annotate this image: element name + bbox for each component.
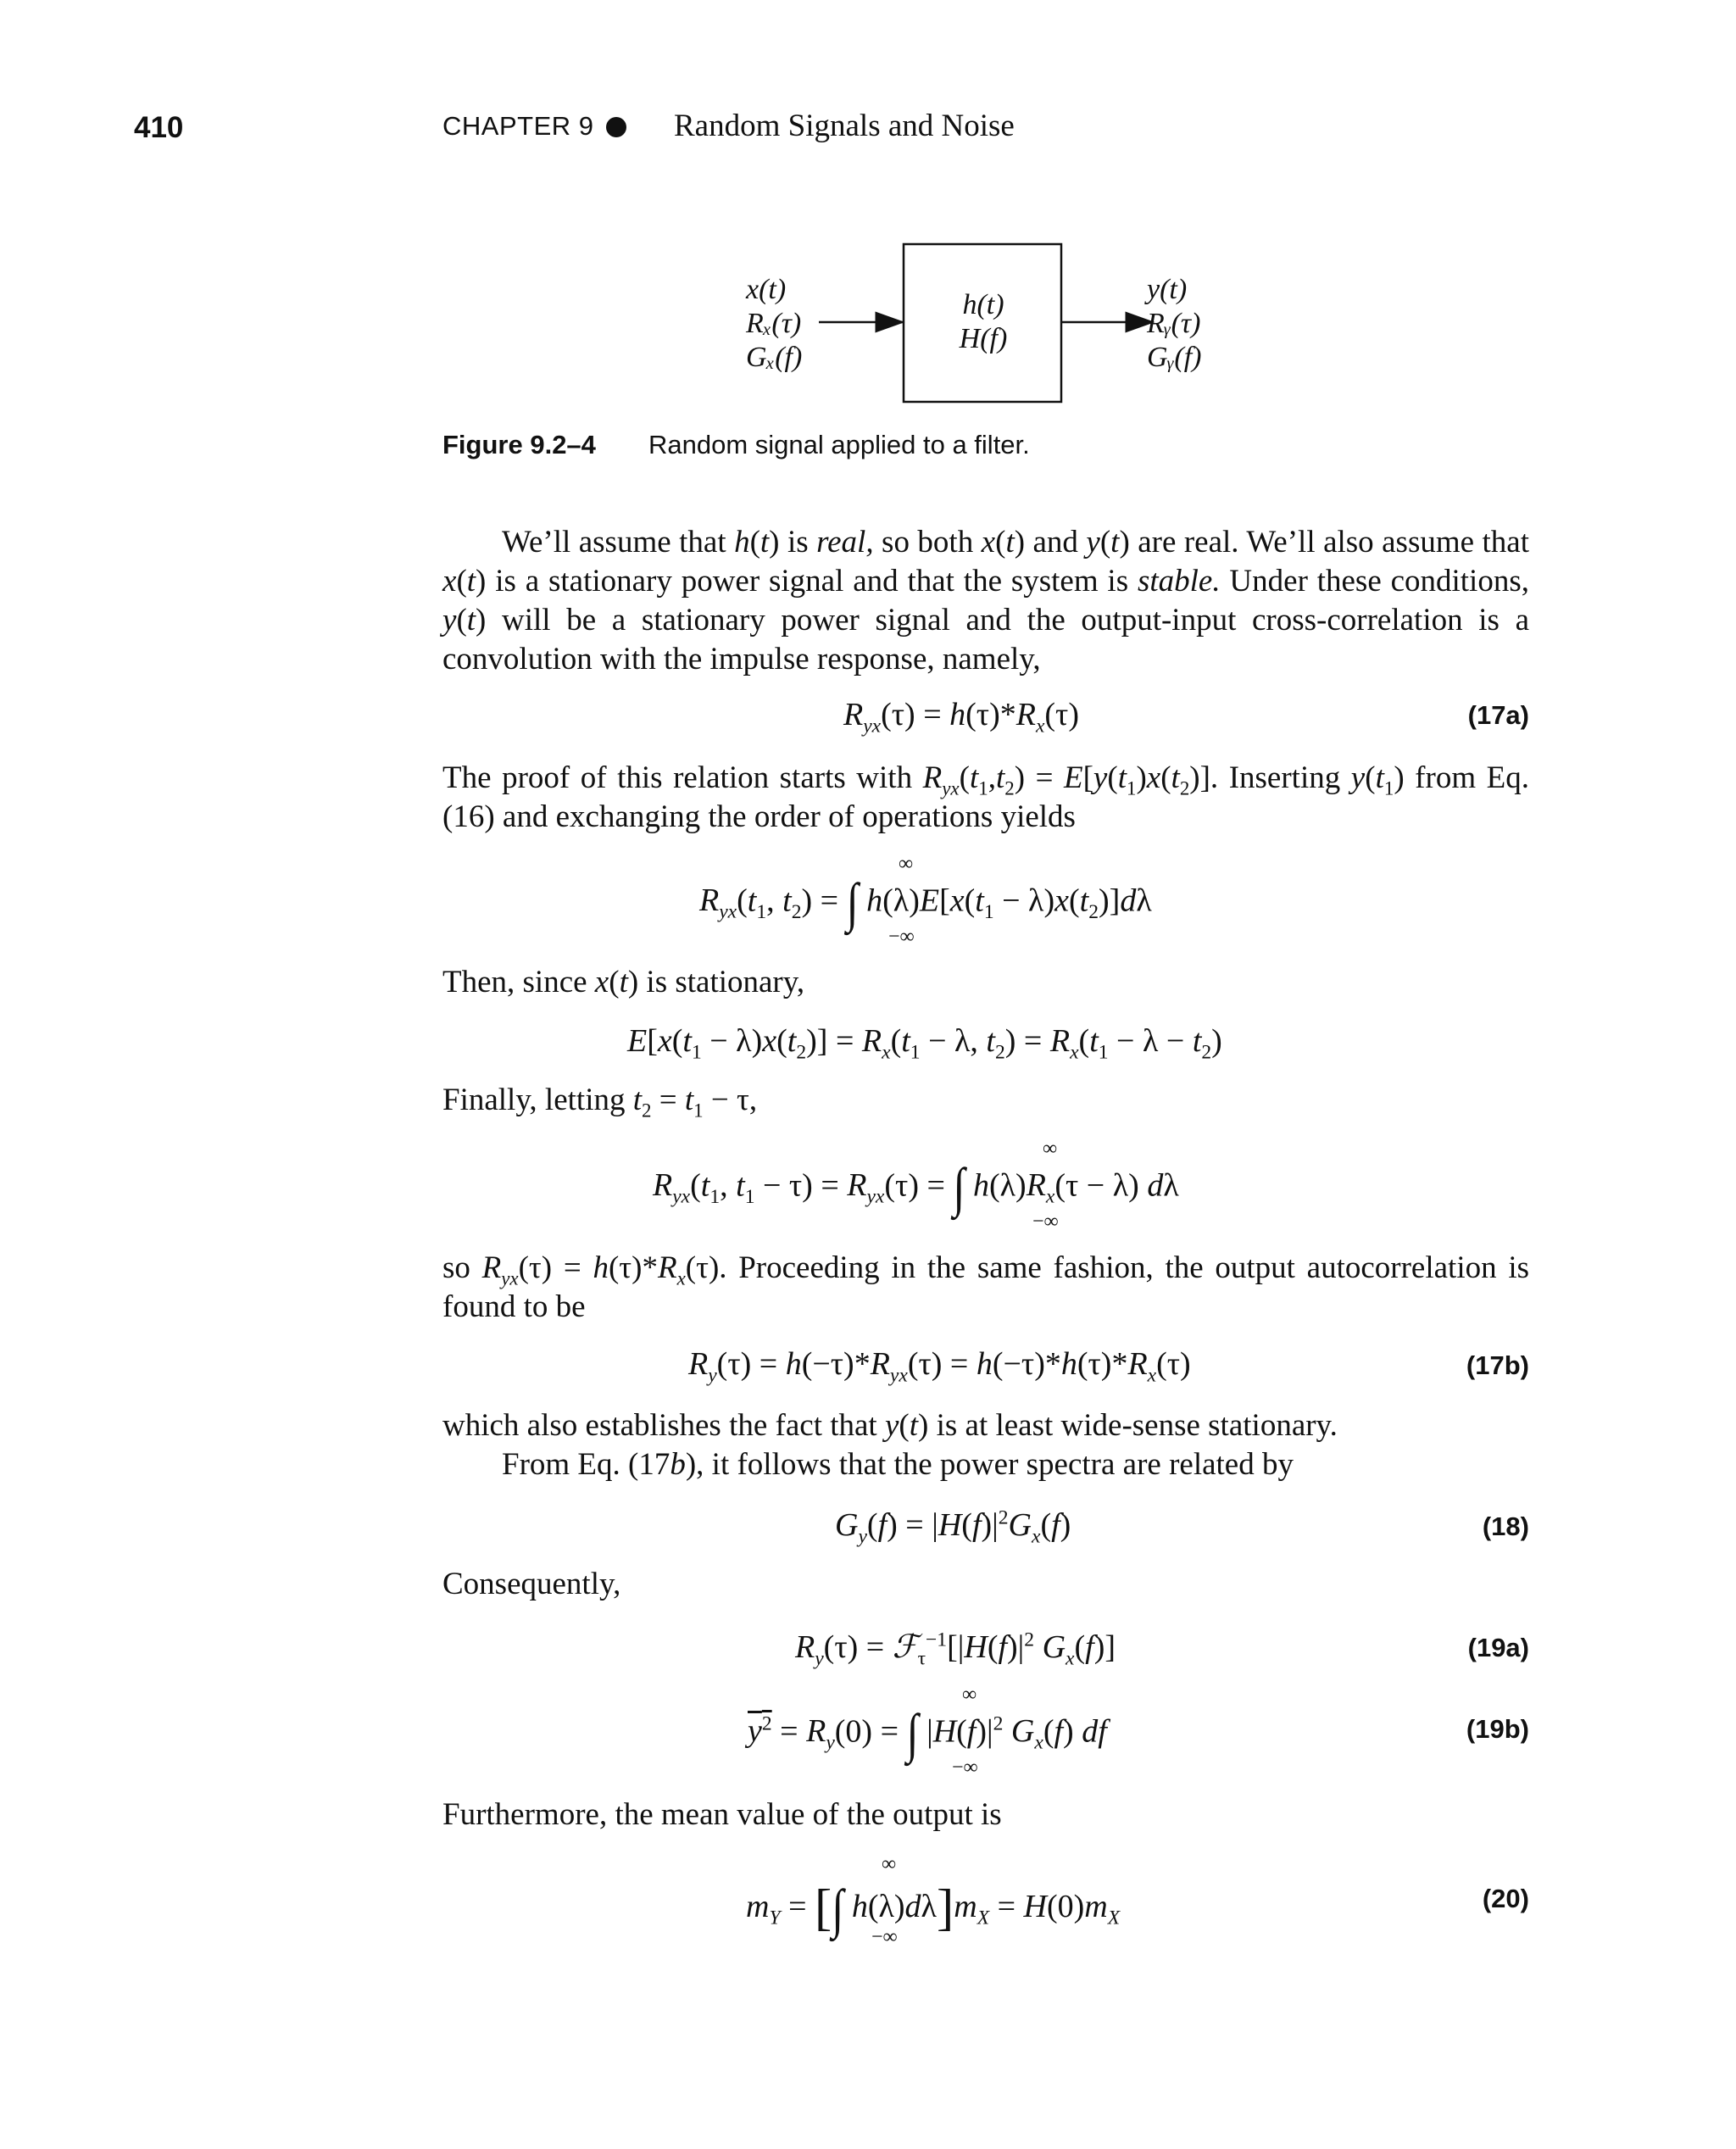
- equation-number-20: (20): [1482, 1884, 1529, 1913]
- equation-number-17a: (17a): [1467, 700, 1529, 730]
- integral-lower-limit: −∞: [888, 926, 915, 948]
- integral-lower-limit-3: −∞: [952, 1757, 978, 1779]
- paragraph-wide-sense: which also establishes the fact that y(t) is at least wide-sense stationary. From Eq. (17b), it follows that the power spectra are related by: [442, 1408, 1338, 1482]
- header-bullet: [606, 117, 626, 137]
- furthermore-text: Furthermore, the mean value of the output is: [442, 1797, 1002, 1832]
- chapter-title: Random Signals and Noise: [674, 109, 1015, 143]
- integral-upper-limit-3: ∞: [962, 1684, 977, 1706]
- equation-number-19b: (19b): [1466, 1714, 1529, 1744]
- equation-20: $m_Y$ = [∫ $h(\lambda)d\lambda]m_X = H(0)m_X$: [746, 1879, 1121, 1940]
- equation-cross-correlation-integral: $R_{yx}(t_1$, $t_2$) = ∫ $h(\lambda)E[x(t_1 - \lambda)x(t_2)]d\lambda$: [699, 872, 1152, 934]
- paragraph-proof: The proof of this relation starts with $R_{yx}(t_1,t_2) = E[y(t_1)x(t_2)]$. Inserting $y(t_1)$ from Eq. (16) and exchanging the order of operations yields: [442, 760, 1529, 834]
- integral-lower-limit-2: −∞: [1032, 1211, 1059, 1233]
- page-number: 410: [134, 111, 184, 144]
- equation-19a: $R_y(\tau)$ = $ℱ_\tau^{-1}[|H(f)|^2$ $G_x(f)$]: [795, 1628, 1116, 1670]
- equation-17b: $R_y(\tau) = h(-\tau)*R_{yx}(\tau) = h(-\tau)*h(\tau)*R_x(\tau)$: [688, 1346, 1191, 1387]
- output-label-autocorrelation: Rᵧ(τ): [1147, 308, 1201, 339]
- equation-number-19a: (19a): [1467, 1633, 1529, 1662]
- paragraph-consequently: [442, 1565, 1529, 1604]
- figure-output-labels: [1147, 273, 1249, 375]
- equation-cross-correlation-result: $R_{yx}(t_1$, $t_1 - \tau) = R_{yx}(\tau)$ = ∫ $h(\lambda)R_x(\tau - \lambda)$ dλ: [653, 1157, 1179, 1219]
- figure-caption: Random signal applied to a filter.: [648, 430, 1030, 459]
- input-label-autocorrelation: Rₓ(τ): [746, 308, 802, 339]
- chapter-label: CHAPTER 9: [442, 111, 594, 141]
- paragraph-stationary: Then, since x(t) is stationary,: [442, 965, 805, 999]
- integral-lower-limit-4: −∞: [871, 1926, 898, 1948]
- block-label-impulse: h(t): [962, 289, 1004, 320]
- output-label-spectrum: Gᵧ(f): [1147, 342, 1202, 373]
- integral-upper-limit: ∞: [899, 853, 914, 875]
- consequently-text: Consequently,: [442, 1567, 621, 1601]
- paragraph-proceeding: so $R_{yx}(\tau) = h(\tau)*R_x(\tau)$. Proceeding in the same fashion, the output autocorrelation is found to be: [442, 1250, 1529, 1324]
- equation-number-18: (18): [1482, 1512, 1529, 1541]
- block-label-transfer: H(f): [959, 323, 1008, 354]
- equation-expectation: $E[x(t_1 - \lambda)x(t_2)] = R_x(t_1 - \lambda$, $t_2) = R_x(t_1 - \lambda - t_2)$: [627, 1023, 1222, 1064]
- filter-block-labels: [941, 288, 1026, 356]
- input-label-spectrum: Gₓ(f): [746, 342, 803, 373]
- equation-17a: $R_{yx}(\tau) = h(\tau)*R_x(\tau)$: [843, 697, 1079, 738]
- paragraph-mean-value: [442, 1795, 1529, 1834]
- output-label-signal: y(t): [1147, 274, 1188, 305]
- equation-number-17b: (17b): [1466, 1350, 1529, 1380]
- input-label-signal: x(t): [746, 274, 787, 305]
- equation-19b: $y^2 = R_y(0)$ = ∫ $|H(f)|^2$ $G_x(f)$ df: [748, 1703, 1107, 1765]
- integral-upper-limit-4: ∞: [882, 1853, 897, 1875]
- found-to-be-text: found to be: [442, 1289, 586, 1324]
- figure-label: Figure 9.2–4: [442, 430, 596, 459]
- paragraph-assumptions: We’ll assume that h(t) is real, so both x(t) and y(t) are real. We’ll also assume that x(t) is a stationary power signal and that the system is stable. Under these conditions, y(t) will be a stationary power signal and the output-input cross-correlation is a convolution with the impulse response, namely,: [442, 525, 1529, 676]
- equation-18: $G_y(f) = |H(f)|^2G_x(f)$: [835, 1506, 1071, 1548]
- paragraph-letting: Finally, letting $t_2 = t_1 - \tau$,: [442, 1083, 758, 1122]
- integral-upper-limit-2: ∞: [1043, 1138, 1058, 1160]
